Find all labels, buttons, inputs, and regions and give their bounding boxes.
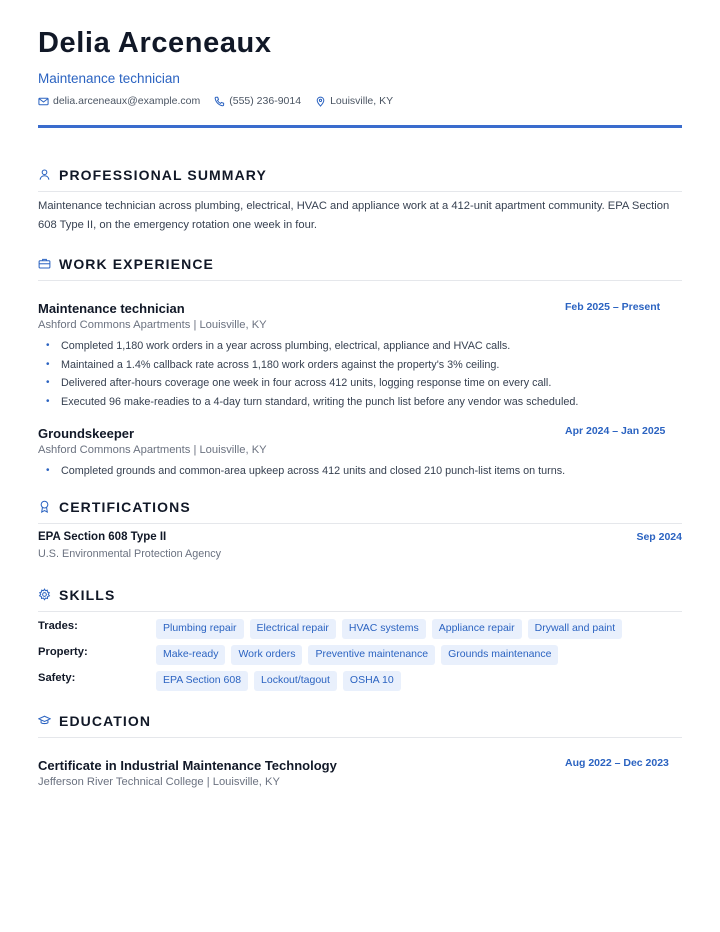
job-bullet: • Executed 96 make-readies to a 4-day turn standard, writing the punch list before any vendor was scheduled.: [38, 393, 682, 412]
education-degree: Certificate in Industrial Maintenance Technology: [38, 758, 337, 773]
skill-group-label: Trades:: [38, 620, 78, 632]
job-title: Groundskeeper: [38, 426, 135, 441]
job-bullets: [38, 462, 682, 481]
candidate-role: Maintenance technician: [38, 71, 180, 86]
candidate-name: Delia Arceneaux: [38, 27, 272, 59]
header-divider: [38, 125, 682, 128]
section-header-summary: [38, 167, 682, 192]
skill-chip-list: [156, 671, 407, 691]
skill-chip: EPA Section 608: [156, 671, 248, 691]
contact-info: [38, 94, 407, 108]
education-dates: Aug 2022 – Dec 2023: [565, 757, 669, 769]
job-dates: Feb 2025 – Present: [565, 301, 661, 313]
skill-chip: Electrical repair: [250, 619, 336, 639]
section-title-certifications: CERTIFICATIONS: [59, 499, 191, 515]
contact-location: [315, 95, 393, 107]
contact-location-text: Louisville, KY: [330, 95, 394, 107]
skill-group-label: Property:: [38, 646, 88, 658]
award-ribbon-icon: [38, 500, 51, 513]
education-school: Jefferson River Technical College | Louisville, KY: [38, 776, 280, 788]
summary-text: Maintenance technician across plumbing, electrical, HVAC and appliance work at a 412-unit apartment community. EPA Section 608 Type II, on the emergency rotation one week in four.: [38, 200, 670, 231]
section-title-experience: WORK EXPERIENCE: [59, 256, 214, 272]
job-title: Maintenance technician: [38, 301, 185, 316]
gear-icon: [38, 588, 51, 601]
skill-chip: HVAC systems: [342, 619, 426, 639]
phone-icon: [214, 96, 225, 107]
job-employer: Ashford Commons Apartments | Louisville, KY: [38, 319, 267, 331]
skill-group-label: Safety:: [38, 672, 76, 684]
job-bullet: • Delivered after-hours coverage one week in four across 412 units, logging response time on every call.: [38, 374, 682, 393]
job-bullets: [38, 337, 682, 411]
certification-title: EPA Section 608 Type II: [38, 531, 167, 543]
section-header-skills: [38, 587, 682, 612]
skill-chip: Grounds maintenance: [441, 645, 558, 665]
job-dates: Apr 2024 – Jan 2025: [565, 425, 666, 437]
location-pin-icon: [315, 96, 326, 107]
contact-email-text: delia.arceneaux@example.com: [53, 95, 201, 107]
section-title-education: EDUCATION: [59, 713, 152, 729]
skill-chip: Work orders: [231, 645, 302, 665]
skill-chip-list: [156, 619, 628, 639]
contact-phone-text: (555) 236-9014: [229, 95, 302, 107]
job-bullet: • Completed 1,180 work orders in a year across plumbing, electrical, appliance and HVAC calls.: [38, 337, 682, 356]
job-bullet: • Maintained a 1.4% callback rate across 1,180 work orders against the property's 3% ceiling.: [38, 356, 682, 375]
skill-chip: Drywall and paint: [528, 619, 623, 639]
skill-chip: Preventive maintenance: [308, 645, 435, 665]
certification-issuer: U.S. Environmental Protection Agency: [38, 548, 222, 560]
user-icon: [38, 168, 51, 181]
skill-chip: Appliance repair: [432, 619, 522, 639]
section-title-skills: SKILLS: [59, 587, 116, 603]
section-header-certifications: [38, 499, 682, 524]
job-bullet: • Completed grounds and common-area upkeep across 412 units and closed 210 punch-list items on turns.: [38, 462, 682, 481]
section-title-summary: PROFESSIONAL SUMMARY: [59, 167, 267, 183]
skill-chip: Lockout/tagout: [254, 671, 337, 691]
briefcase-icon: [38, 257, 51, 270]
certification-date: Sep 2024: [636, 531, 682, 543]
section-header-education: [38, 713, 682, 738]
skill-chip: OSHA 10: [343, 671, 401, 691]
contact-phone[interactable]: [214, 95, 301, 107]
section-header-experience: [38, 256, 682, 281]
graduation-cap-icon: [38, 714, 51, 727]
contact-email[interactable]: [38, 95, 200, 107]
skill-chip: Plumbing repair: [156, 619, 244, 639]
skill-chip-list: [156, 645, 564, 665]
job-employer: Ashford Commons Apartments | Louisville, KY: [38, 444, 267, 456]
mail-icon: [38, 96, 49, 107]
skill-chip: Make-ready: [156, 645, 225, 665]
